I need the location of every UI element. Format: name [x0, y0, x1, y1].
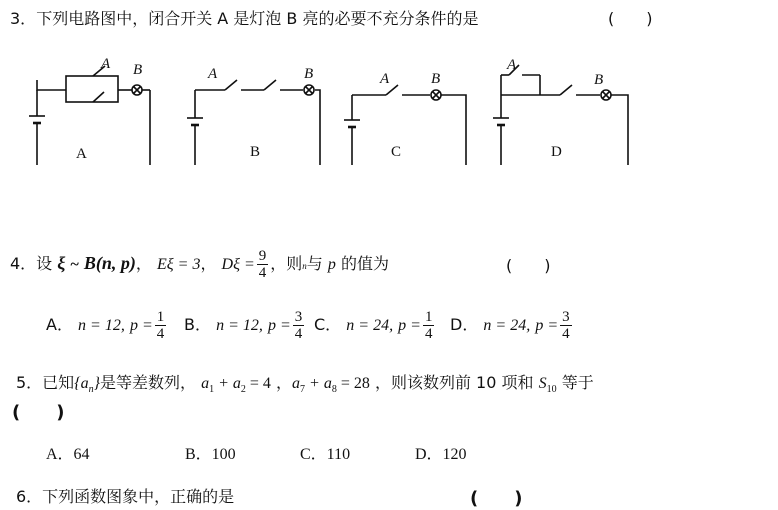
q5-sep: ，	[276, 373, 293, 392]
q4-comma-2: ，	[200, 254, 217, 273]
q4-option-d-n: n = 24,	[483, 317, 531, 334]
q5-text3: 等于	[561, 373, 594, 392]
q4-answer-paren: ( )	[506, 256, 551, 275]
q5-eq1-value: = 4	[245, 375, 271, 392]
q4-option-b-num: 3	[294, 309, 303, 325]
q5-answer-paren: ( )	[12, 402, 65, 423]
q4-tail-b: 与	[306, 254, 323, 273]
q4-p: p	[327, 256, 336, 273]
q4-option-d-fraction	[560, 309, 572, 342]
q4-option-a	[46, 305, 168, 345]
q4-option-c-den: 4	[424, 326, 433, 342]
q4-tail-a: ，则	[270, 254, 303, 273]
q5-eq2-a: a	[292, 375, 301, 392]
circuit-a-caption: A	[76, 146, 87, 162]
q4-stem	[10, 240, 389, 286]
q4-option-b-n: n = 12,	[216, 317, 263, 334]
q4-option-c	[314, 305, 436, 345]
q4-option-d-letter: D．	[450, 315, 479, 334]
q4-xi: ξ	[57, 253, 66, 273]
q4-tilde: ~	[70, 256, 79, 273]
q6-stem: 6．下列函数图象中，正确的是	[16, 487, 235, 506]
q5-eq1-plus: + a	[214, 375, 241, 392]
q4-tail-c: 的值为	[335, 254, 389, 273]
q5-sum-symbol: S	[538, 375, 547, 392]
q5-sum-sub: 10	[546, 384, 557, 395]
q4-option-c-num: 1	[424, 309, 433, 325]
circuit-d-switch-label: A	[507, 57, 517, 73]
q4-option-b-den: 4	[294, 326, 303, 342]
q5-eq1-a: a	[201, 375, 210, 392]
q4-option-c-fraction	[423, 309, 435, 342]
q5-eq2-value: = 28	[336, 375, 370, 392]
q4-variance-den: 4	[258, 265, 267, 281]
q5-seq-close: }	[93, 375, 100, 392]
circuit-c-bulb-label: B	[431, 71, 441, 87]
q4-option-b-fraction	[293, 309, 305, 342]
q5-eq1-sub2: 2	[240, 384, 246, 395]
circuit-a-switch-label: A	[101, 56, 111, 72]
circuit-d-bulb-label: B	[594, 72, 604, 88]
q4-option-a-fraction	[155, 309, 167, 342]
q5-seq-sub: n	[88, 384, 94, 395]
circuit-a	[29, 66, 150, 165]
q4-option-a-n: n = 12,	[78, 317, 125, 334]
circuit-d-caption: D	[551, 144, 562, 160]
q5-eq2-sub2: 8	[331, 384, 337, 395]
q3-circuit-diagrams	[0, 50, 778, 165]
circuit-c	[344, 85, 466, 165]
circuit-b-switch-label: A	[208, 66, 218, 82]
q4-option-d-p: p =	[535, 317, 559, 334]
q4-option-b	[184, 305, 306, 345]
q5-stem	[16, 370, 594, 395]
circuit-a-bulb-label: B	[133, 62, 143, 78]
q3-stem	[10, 6, 478, 29]
q4-number: 4．设	[10, 254, 53, 273]
q5-option-b: B．100	[185, 446, 236, 463]
circuit-b-bulb-label: B	[304, 66, 314, 82]
q3-number: 3．	[10, 9, 37, 28]
q3-answer-paren: ( )	[608, 9, 653, 28]
q4-binomial: B(n, p)	[83, 253, 136, 273]
q4-option-c-letter: C．	[314, 315, 342, 334]
q4-option-d-num: 3	[562, 309, 570, 325]
q4-option-d	[450, 305, 574, 345]
q5-option-a: A．64	[46, 446, 90, 463]
q4-expectation: Eξ = 3	[157, 256, 201, 273]
q4-option-a-letter: A．	[46, 315, 73, 334]
q4-comma-1: ，	[135, 254, 152, 273]
q4-variance-prefix: Dξ =	[221, 256, 255, 273]
q4-option-b-letter: B．	[184, 315, 211, 334]
circuit-b-caption: B	[250, 144, 261, 160]
q5-text1: 是等差数列，	[100, 373, 197, 392]
q4-option-a-p: p =	[129, 317, 153, 334]
q5-seq: {a	[74, 375, 89, 392]
q5-text2: ，则该数列前 10 项和	[374, 373, 534, 392]
q5-option-c: C．110	[300, 446, 351, 463]
q4-variance-num: 9	[258, 248, 267, 264]
q4-option-d-den: 4	[562, 326, 570, 342]
q4-option-a-den: 4	[156, 326, 165, 342]
q4-option-a-num: 1	[156, 309, 165, 325]
q4-option-b-p: p =	[267, 317, 291, 334]
q5-option-d: D．120	[415, 446, 467, 463]
q6-answer-paren: ( )	[470, 488, 523, 509]
q5-number: 5．已知	[16, 373, 75, 392]
q5-eq2-plus: + a	[305, 375, 332, 392]
q5-eq2-sub1: 7	[300, 384, 306, 395]
q4-n-small: n	[302, 261, 307, 271]
circuit-c-caption: C	[391, 144, 402, 160]
q3-text: 下列电路图中，闭合开关 A 是灯泡 B 亮的必要不充分条件的是	[36, 9, 479, 28]
q4-option-c-p: p =	[398, 317, 421, 334]
q4-variance-fraction	[257, 248, 269, 281]
circuit-c-switch-label: A	[380, 71, 390, 87]
q4-option-c-n: n = 24,	[346, 317, 394, 334]
q5-eq1-sub1: 1	[209, 384, 215, 395]
